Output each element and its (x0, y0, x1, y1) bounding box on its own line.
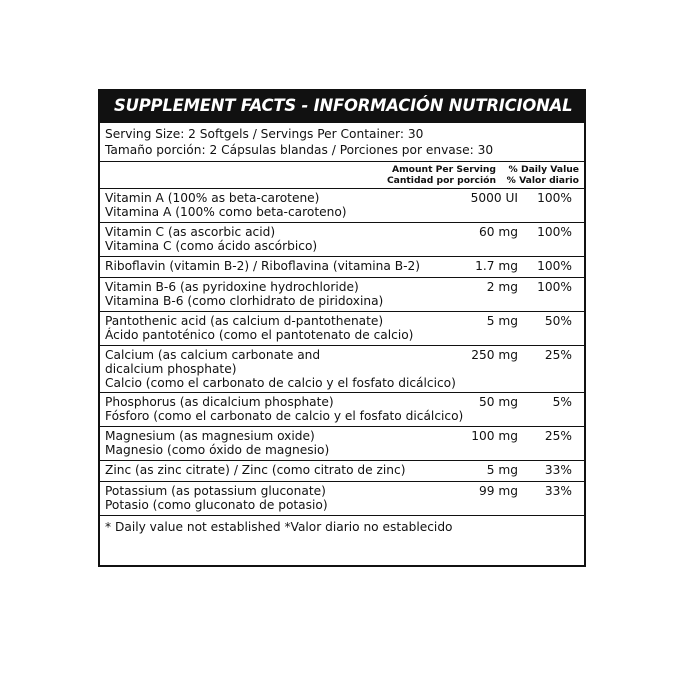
nutrient-name-line: Riboflavin (vitamin B-2) / Riboflavina (vitamina B-2) (105, 259, 421, 273)
nutrient-name (105, 191, 347, 219)
serving-size-es: Tamaño porción: 2 Cápsulas blandas / Porciones por envase: 30 (105, 143, 494, 157)
nutrient-daily-value: 33% (544, 484, 572, 498)
nutrient-row (100, 312, 584, 346)
nutrient-daily-value: 33% (544, 463, 572, 477)
nutrient-name (105, 395, 463, 423)
nutrient-amount: 60 mg (479, 225, 518, 239)
nutrient-daily-value: 100% (537, 280, 572, 294)
nutrient-row (100, 223, 584, 257)
serving-size-en: Serving Size: 2 Softgels / Servings Per Container: 30 (105, 127, 424, 141)
nutrient-name-line: Magnesium (as magnesium oxide) (105, 429, 315, 443)
nutrient-amount: 50 mg (479, 395, 518, 409)
nutrient-name (105, 348, 456, 390)
nutrient-row (100, 393, 584, 427)
nutrient-name-line: Calcio (como el carbonato de calcio y el fosfato dicálcico) (105, 376, 456, 390)
nutrient-amount: 5000 UI (470, 191, 518, 205)
nutrient-name-line: Pantothenic acid (as calcium d-pantothenate) (105, 314, 384, 328)
nutrient-name-line: dicalcium phosphate) (105, 362, 237, 376)
daily-value-header-en: % Daily Value (508, 164, 579, 175)
nutrient-row (100, 257, 584, 278)
nutrient-daily-value: 5% (552, 395, 572, 409)
nutrient-name-line: Vitamina A (100% como beta-caroteno) (105, 205, 347, 219)
nutrient-daily-value: 25% (544, 348, 572, 362)
nutrient-row (100, 346, 584, 393)
nutrient-amount: 5 mg (486, 463, 518, 477)
nutrient-name-line: Vitamin A (100% as beta-carotene) (105, 191, 320, 205)
nutrient-name (105, 280, 383, 308)
nutrient-name-line: Potassium (as potassium gluconate) (105, 484, 326, 498)
nutrient-name-line: Fósforo (como el carbonato de calcio y el fosfato dicálcico) (105, 409, 464, 423)
nutrient-amount: 5 mg (486, 314, 518, 328)
daily-value-header-es: % Valor diario (506, 175, 579, 186)
nutrient-daily-value: 25% (544, 429, 572, 443)
nutrient-daily-value: 100% (537, 259, 572, 273)
nutrient-row (100, 278, 584, 312)
nutrient-name-line: Phosphorus (as dicalcium phosphate) (105, 395, 334, 409)
nutrient-amount: 2 mg (486, 280, 518, 294)
nutrient-name-line: Vitamina C (como ácido ascórbico) (105, 239, 318, 253)
nutrient-row (100, 427, 584, 461)
column-headers (100, 162, 584, 189)
nutrient-rows (100, 189, 584, 516)
nutrient-name (105, 429, 329, 457)
nutrient-name-line: Vitamin C (as ascorbic acid) (105, 225, 276, 239)
footnote: * Daily value not established *Valor diario no establecido (105, 520, 453, 534)
nutrient-name-line: Potasio (como gluconato de potasio) (105, 498, 328, 512)
nutrient-daily-value: 50% (544, 314, 572, 328)
nutrient-name (105, 463, 405, 477)
nutrient-daily-value: 100% (537, 191, 572, 205)
panel-title: SUPPLEMENT FACTS - INFORMACIÓN NUTRICIONAL (100, 91, 584, 123)
nutrient-name-line: Vitamin B-6 (as pyridoxine hydrochloride) (105, 280, 359, 294)
supplement-facts-panel (98, 89, 586, 567)
nutrient-name-line: Zinc (as zinc citrate) / Zinc (como citrato de zinc) (105, 463, 406, 477)
nutrient-amount: 1.7 mg (475, 259, 518, 273)
amount-header-es: Cantidad por porción (386, 175, 496, 186)
amount-header-en: Amount Per Serving (392, 164, 496, 175)
amount-header (387, 164, 496, 186)
daily-value-header (507, 164, 579, 186)
nutrient-row (100, 482, 584, 516)
nutrient-name (105, 259, 420, 273)
nutrient-name (105, 484, 328, 512)
nutrient-amount: 99 mg (479, 484, 518, 498)
nutrient-row (100, 189, 584, 223)
nutrient-name-line: Vitamina B-6 (como clorhidrato de piridoxina) (105, 294, 384, 308)
nutrient-daily-value: 100% (537, 225, 572, 239)
nutrient-amount: 250 mg (471, 348, 518, 362)
nutrient-row (100, 461, 584, 482)
nutrient-amount: 100 mg (471, 429, 518, 443)
nutrient-name (105, 225, 317, 253)
nutrient-name-line: Magnesio (como óxido de magnesio) (105, 443, 330, 457)
nutrient-name (105, 314, 413, 342)
nutrient-name-line: Ácido pantoténico (como el pantotenato de calcio) (105, 328, 414, 342)
serving-info (100, 123, 584, 162)
nutrient-name-line: Calcium (as calcium carbonate and (105, 348, 321, 362)
